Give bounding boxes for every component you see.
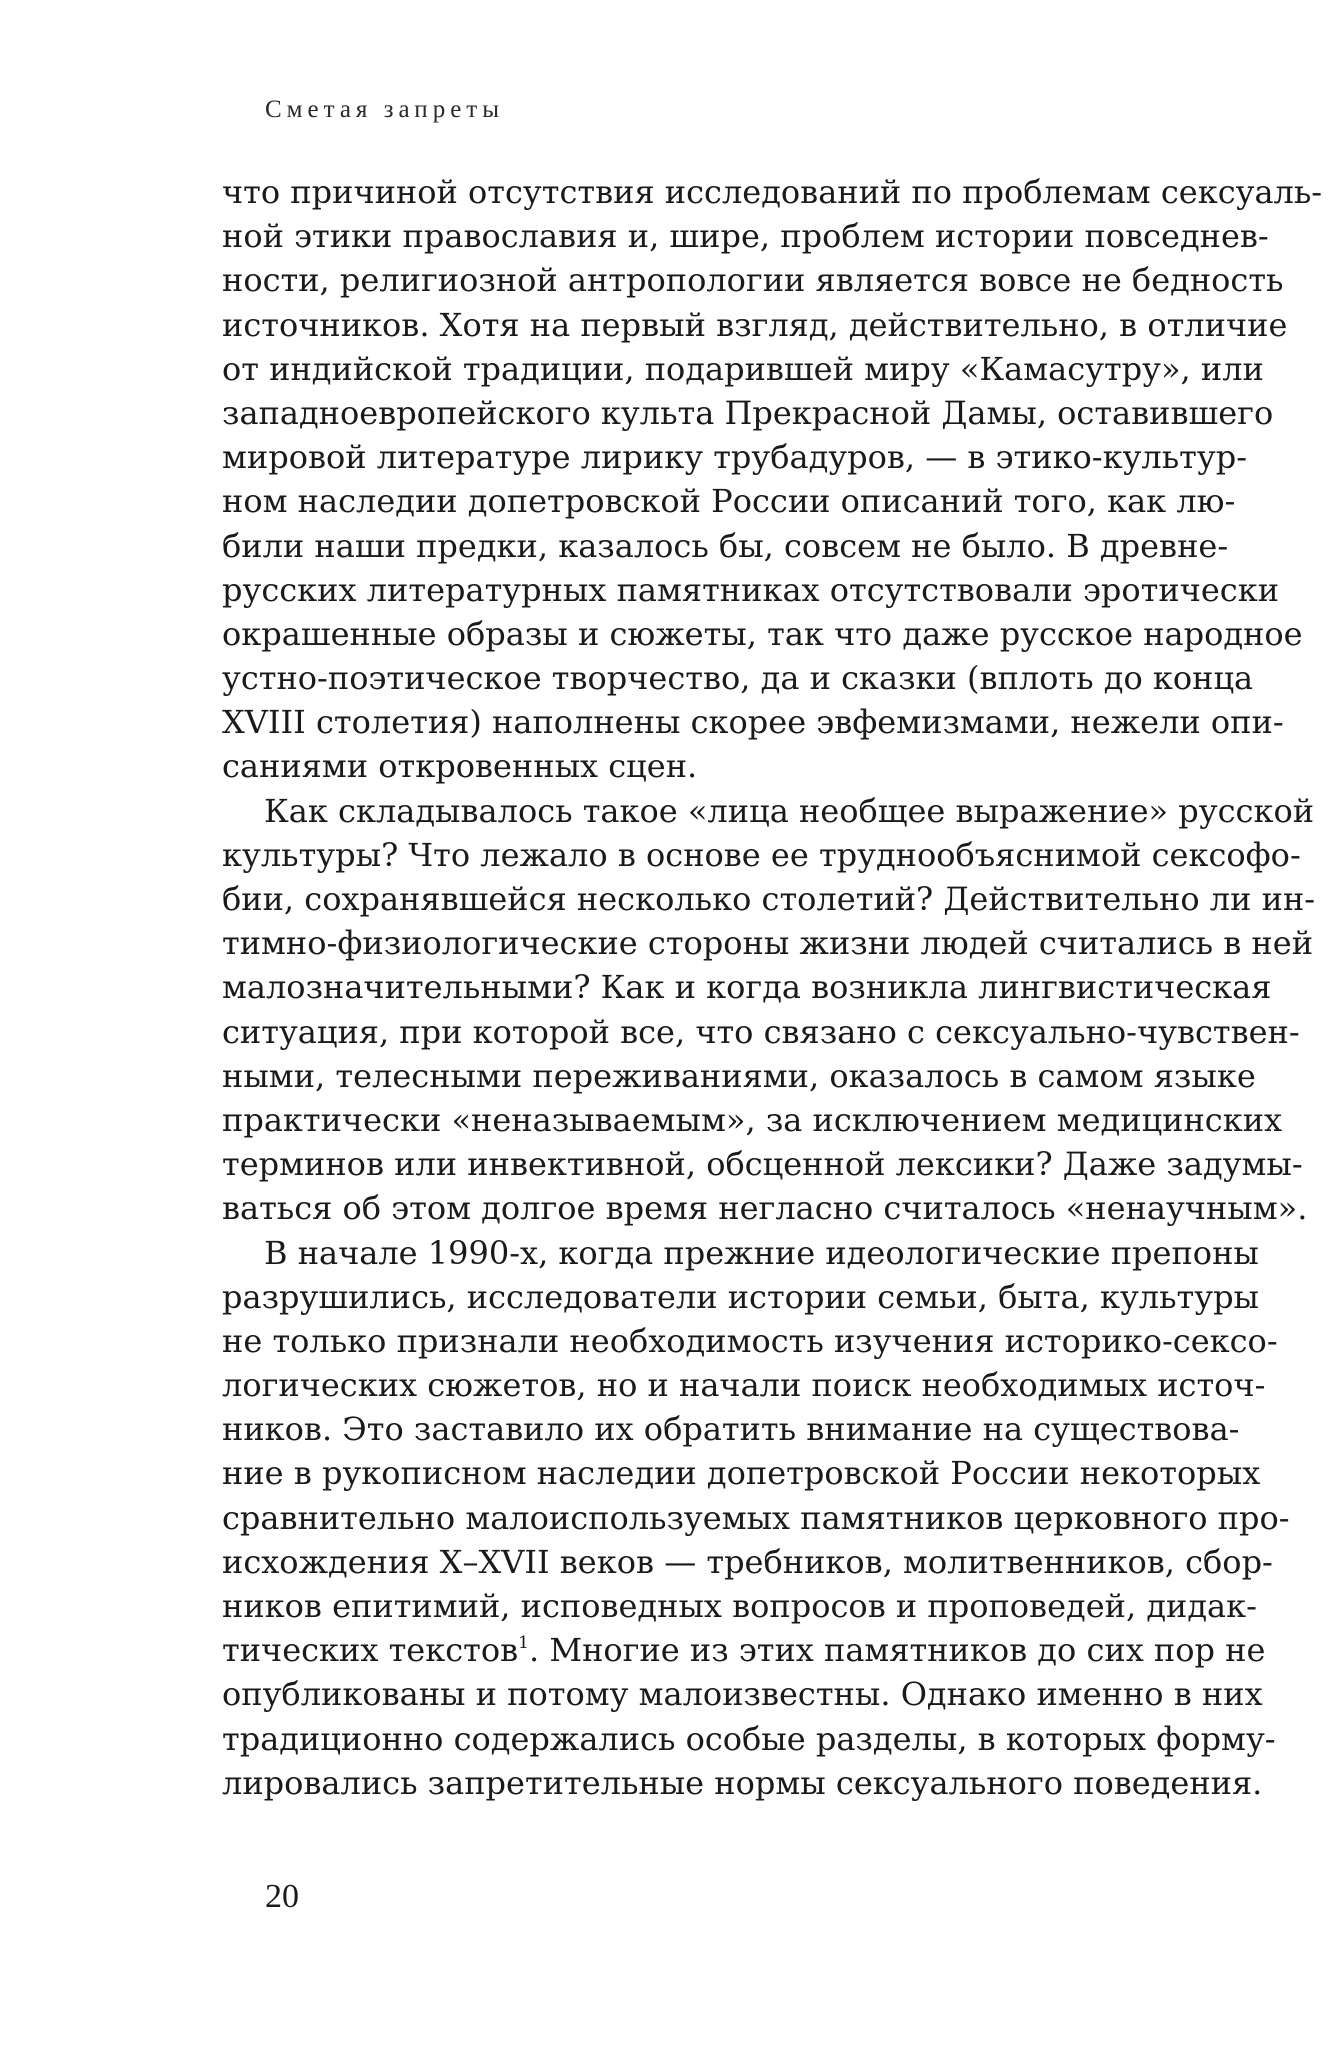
text-line: В начале 1990-х, когда прежние идеологические препоны (264, 1233, 1259, 1272)
text-line: ной этики православия и, шире, проблем истории повседнев- (222, 217, 1269, 256)
text-line: ников. Это заставило их обратить внимание на существова- (222, 1410, 1240, 1449)
paragraph (222, 789, 1316, 1231)
text-line: Как складывалось такое «лица необщее выражение» русской (264, 791, 1315, 830)
running-head: Сметая запреты (265, 96, 505, 123)
text-segment: . Многие из этих памятников до сих пор не (528, 1631, 1266, 1670)
text-line: били наши предки, казалось бы, совсем не было. В древне- (222, 526, 1229, 565)
text-line: мировой литературе лирику трубадуров, — в этико-культур- (222, 438, 1247, 477)
text-line: от индийской традиции, подарившей миру «Камасутру», или (222, 349, 1264, 388)
text-line: ваться об этом долгое время негласно считалось «ненаучным». (222, 1189, 1308, 1228)
text-line: западноевропейского культа Прекрасной Дамы, оставившего (222, 393, 1274, 432)
text-line: ном наследии допетровской России описаний того, как лю- (222, 482, 1236, 521)
text-line: логических сюжетов, но и начали поиск необходимых источ- (222, 1366, 1266, 1405)
text-segment: тических текстов (222, 1631, 519, 1670)
text-line: сравнительно малоиспользуемых памятников церковного про- (222, 1498, 1290, 1537)
text-line-with-footnote (222, 1628, 1266, 1672)
text-line: традиционно содержались особые разделы, в которых форму- (222, 1719, 1276, 1758)
footnote-marker[interactable]: 1 (518, 1633, 529, 1654)
text-line: практически «неназываемым», за исключением медицинских (222, 1100, 1283, 1139)
text-line: исхождения X–XVII веков — требников, молитвенников, сбор- (222, 1542, 1273, 1581)
text-line: ние в рукописном наследии допетровской России некоторых (222, 1454, 1261, 1493)
text-line: лировались запретительные нормы сексуального поведения. (222, 1763, 1263, 1802)
text-line: опубликованы и потому малоизвестны. Однако именно в них (222, 1675, 1263, 1714)
text-line: источников. Хотя на первый взгляд, действительно, в отличие (222, 305, 1288, 344)
text-line: не только признали необходимость изучения историко-сексо- (222, 1321, 1278, 1360)
text-line: XVIII столетия) наполнены скорее эвфемизмами, нежели опи- (222, 703, 1284, 742)
paragraph (222, 170, 1323, 789)
text-line: ников епитимий, исповедных вопросов и проповедей, дидак- (222, 1587, 1257, 1625)
text-line: культуры? Что лежало в основе ее труднообъяснимой сексофо- (222, 835, 1301, 874)
text-line: малозначительными? Как и когда возникла лингвистическая (222, 968, 1272, 1007)
page-number: 20 (265, 1878, 299, 1915)
paragraph (222, 1231, 1290, 1805)
text-line: русских литературных памятниках отсутствовали эротически (222, 570, 1280, 609)
text-line: тимно-физиологические стороны жизни людей считались в ней (222, 924, 1314, 963)
text-line: ными, телесными переживаниями, оказалось в самом языке (222, 1056, 1256, 1095)
text-line: разрушились, исследователи истории семьи, быта, культуры (222, 1277, 1260, 1316)
text-line: устно-поэтическое творчество, да и сказки (вплоть до конца (222, 659, 1254, 698)
text-line: терминов или инвективной, обсценной лексики? Даже задумы- (222, 1145, 1303, 1184)
text-line: ности, религиозной антропологии является вовсе не бедность (222, 261, 1284, 300)
text-line: ситуация, при которой все, что связано с сексуально-чувствен- (222, 1012, 1300, 1051)
text-line: окрашенные образы и сюжеты, так что даже русское народное (222, 614, 1303, 653)
text-line: саниями откровенных сцен. (222, 747, 698, 786)
text-line: что причиной отсутствия исследований по проблемам сексуаль- (222, 173, 1323, 211)
text-line: бии, сохранявшейся несколько столетий? Действительно ли ин- (222, 880, 1316, 918)
body-text (222, 170, 1323, 1805)
